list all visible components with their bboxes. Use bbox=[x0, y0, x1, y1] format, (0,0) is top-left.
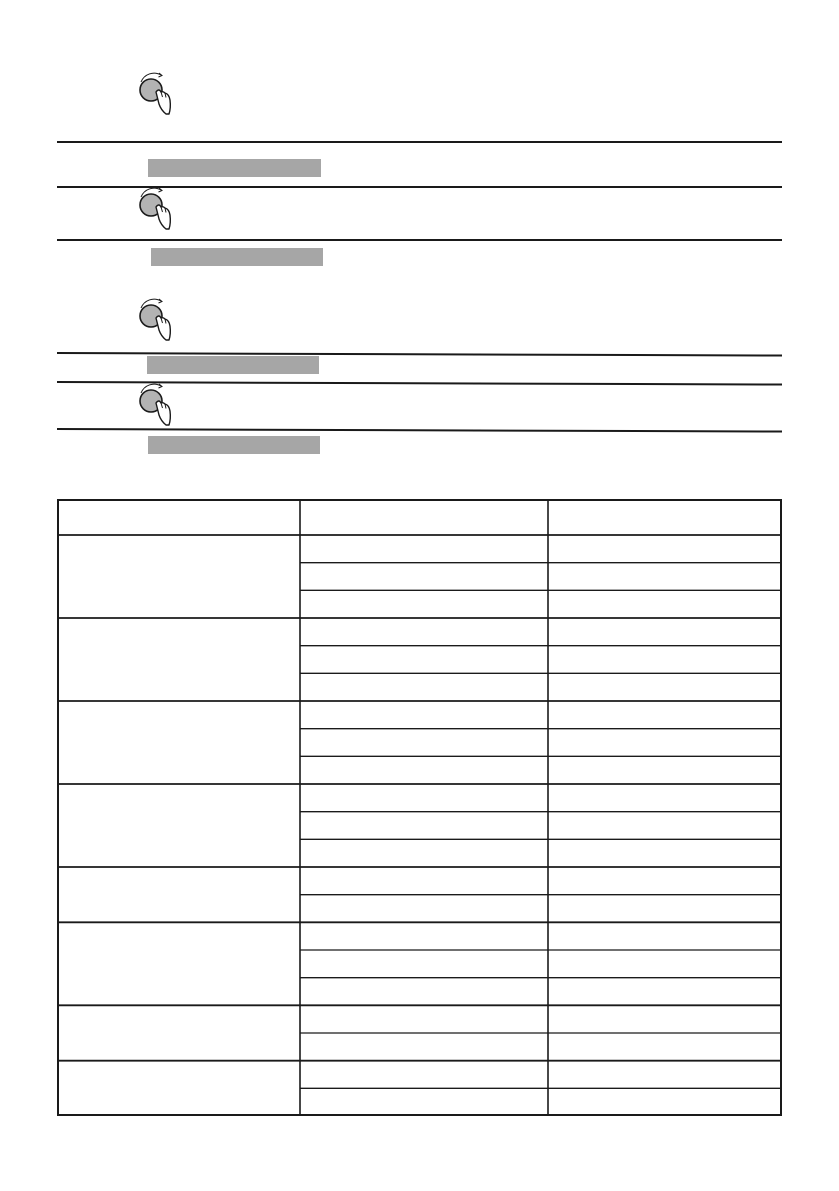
rotary-knob-hand-icon bbox=[135, 381, 175, 429]
settings-table bbox=[57, 499, 782, 1116]
display-readout-bar bbox=[147, 356, 319, 374]
rotary-knob-hand-icon bbox=[135, 185, 175, 233]
rotary-knob-hand-icon bbox=[135, 70, 175, 118]
rotary-knob-hand-icon bbox=[135, 296, 175, 344]
display-readout-bar bbox=[151, 248, 323, 266]
table-border bbox=[58, 500, 781, 1115]
section-divider bbox=[57, 428, 782, 433]
section-divider bbox=[57, 239, 782, 241]
display-readout-bar bbox=[148, 436, 320, 454]
section-divider bbox=[57, 186, 782, 188]
section-divider bbox=[57, 141, 782, 143]
display-readout-bar bbox=[148, 159, 321, 177]
